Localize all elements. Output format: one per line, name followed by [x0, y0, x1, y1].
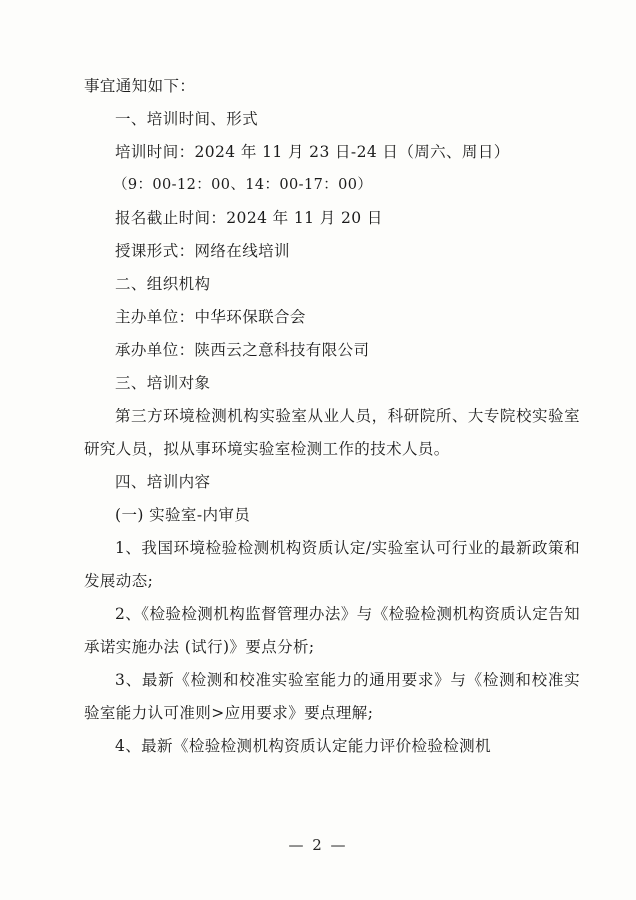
content-item-2: 2、《检验检测机构监督管理办法》与《检验检测机构资质认定告知承诺实施办法 (试行)》要点分析; [84, 605, 580, 656]
content-item-3: 3、最新《检测和校准实验室能力的通用要求》与《检测和校准实验室能力认可准则>应用要求》要点理解; [84, 671, 580, 722]
registration-deadline: 报名截止时间：2024 年 11 月 20 日 [115, 209, 383, 227]
training-format: 授课形式：网络在线培训 [115, 242, 290, 260]
heading-section-three: 三、培训对象 [115, 374, 211, 392]
heading-section-four: 四、培训内容 [115, 473, 211, 491]
page-number: — 2 — [288, 836, 348, 854]
organizer-organization: 承办单位：陕西云之意科技有限公司 [115, 341, 370, 359]
subheading-internal-auditor: (一) 实验室-内审员 [115, 506, 251, 524]
training-time: 培训时间：2024 年 11 月 23 日-24 日（周六、周日） [115, 143, 510, 161]
content-item-1: 1、我国环境检验检测机构资质认定/实验室认可行业的最新政策和发展动态; [84, 539, 580, 590]
target-audience-body: 第三方环境检测机构实验室从业人员，科研院所、大专院校实验室研究人员，拟从事环境实验室检测工作的技术人员。 [84, 407, 580, 458]
heading-section-two: 二、组织机构 [115, 275, 211, 293]
document-body [84, 70, 580, 763]
heading-section-one: 一、培训时间、形式 [115, 110, 259, 128]
host-organization: 主办单位：中华环保联合会 [115, 308, 306, 326]
content-item-4: 4、最新《检验检测机构资质认定能力评价检验检测机 [115, 737, 491, 755]
training-time-detail: （9：00-12：00、14：00-17：00） [113, 177, 373, 193]
paragraph-intro: 事宜通知如下： [84, 77, 196, 95]
